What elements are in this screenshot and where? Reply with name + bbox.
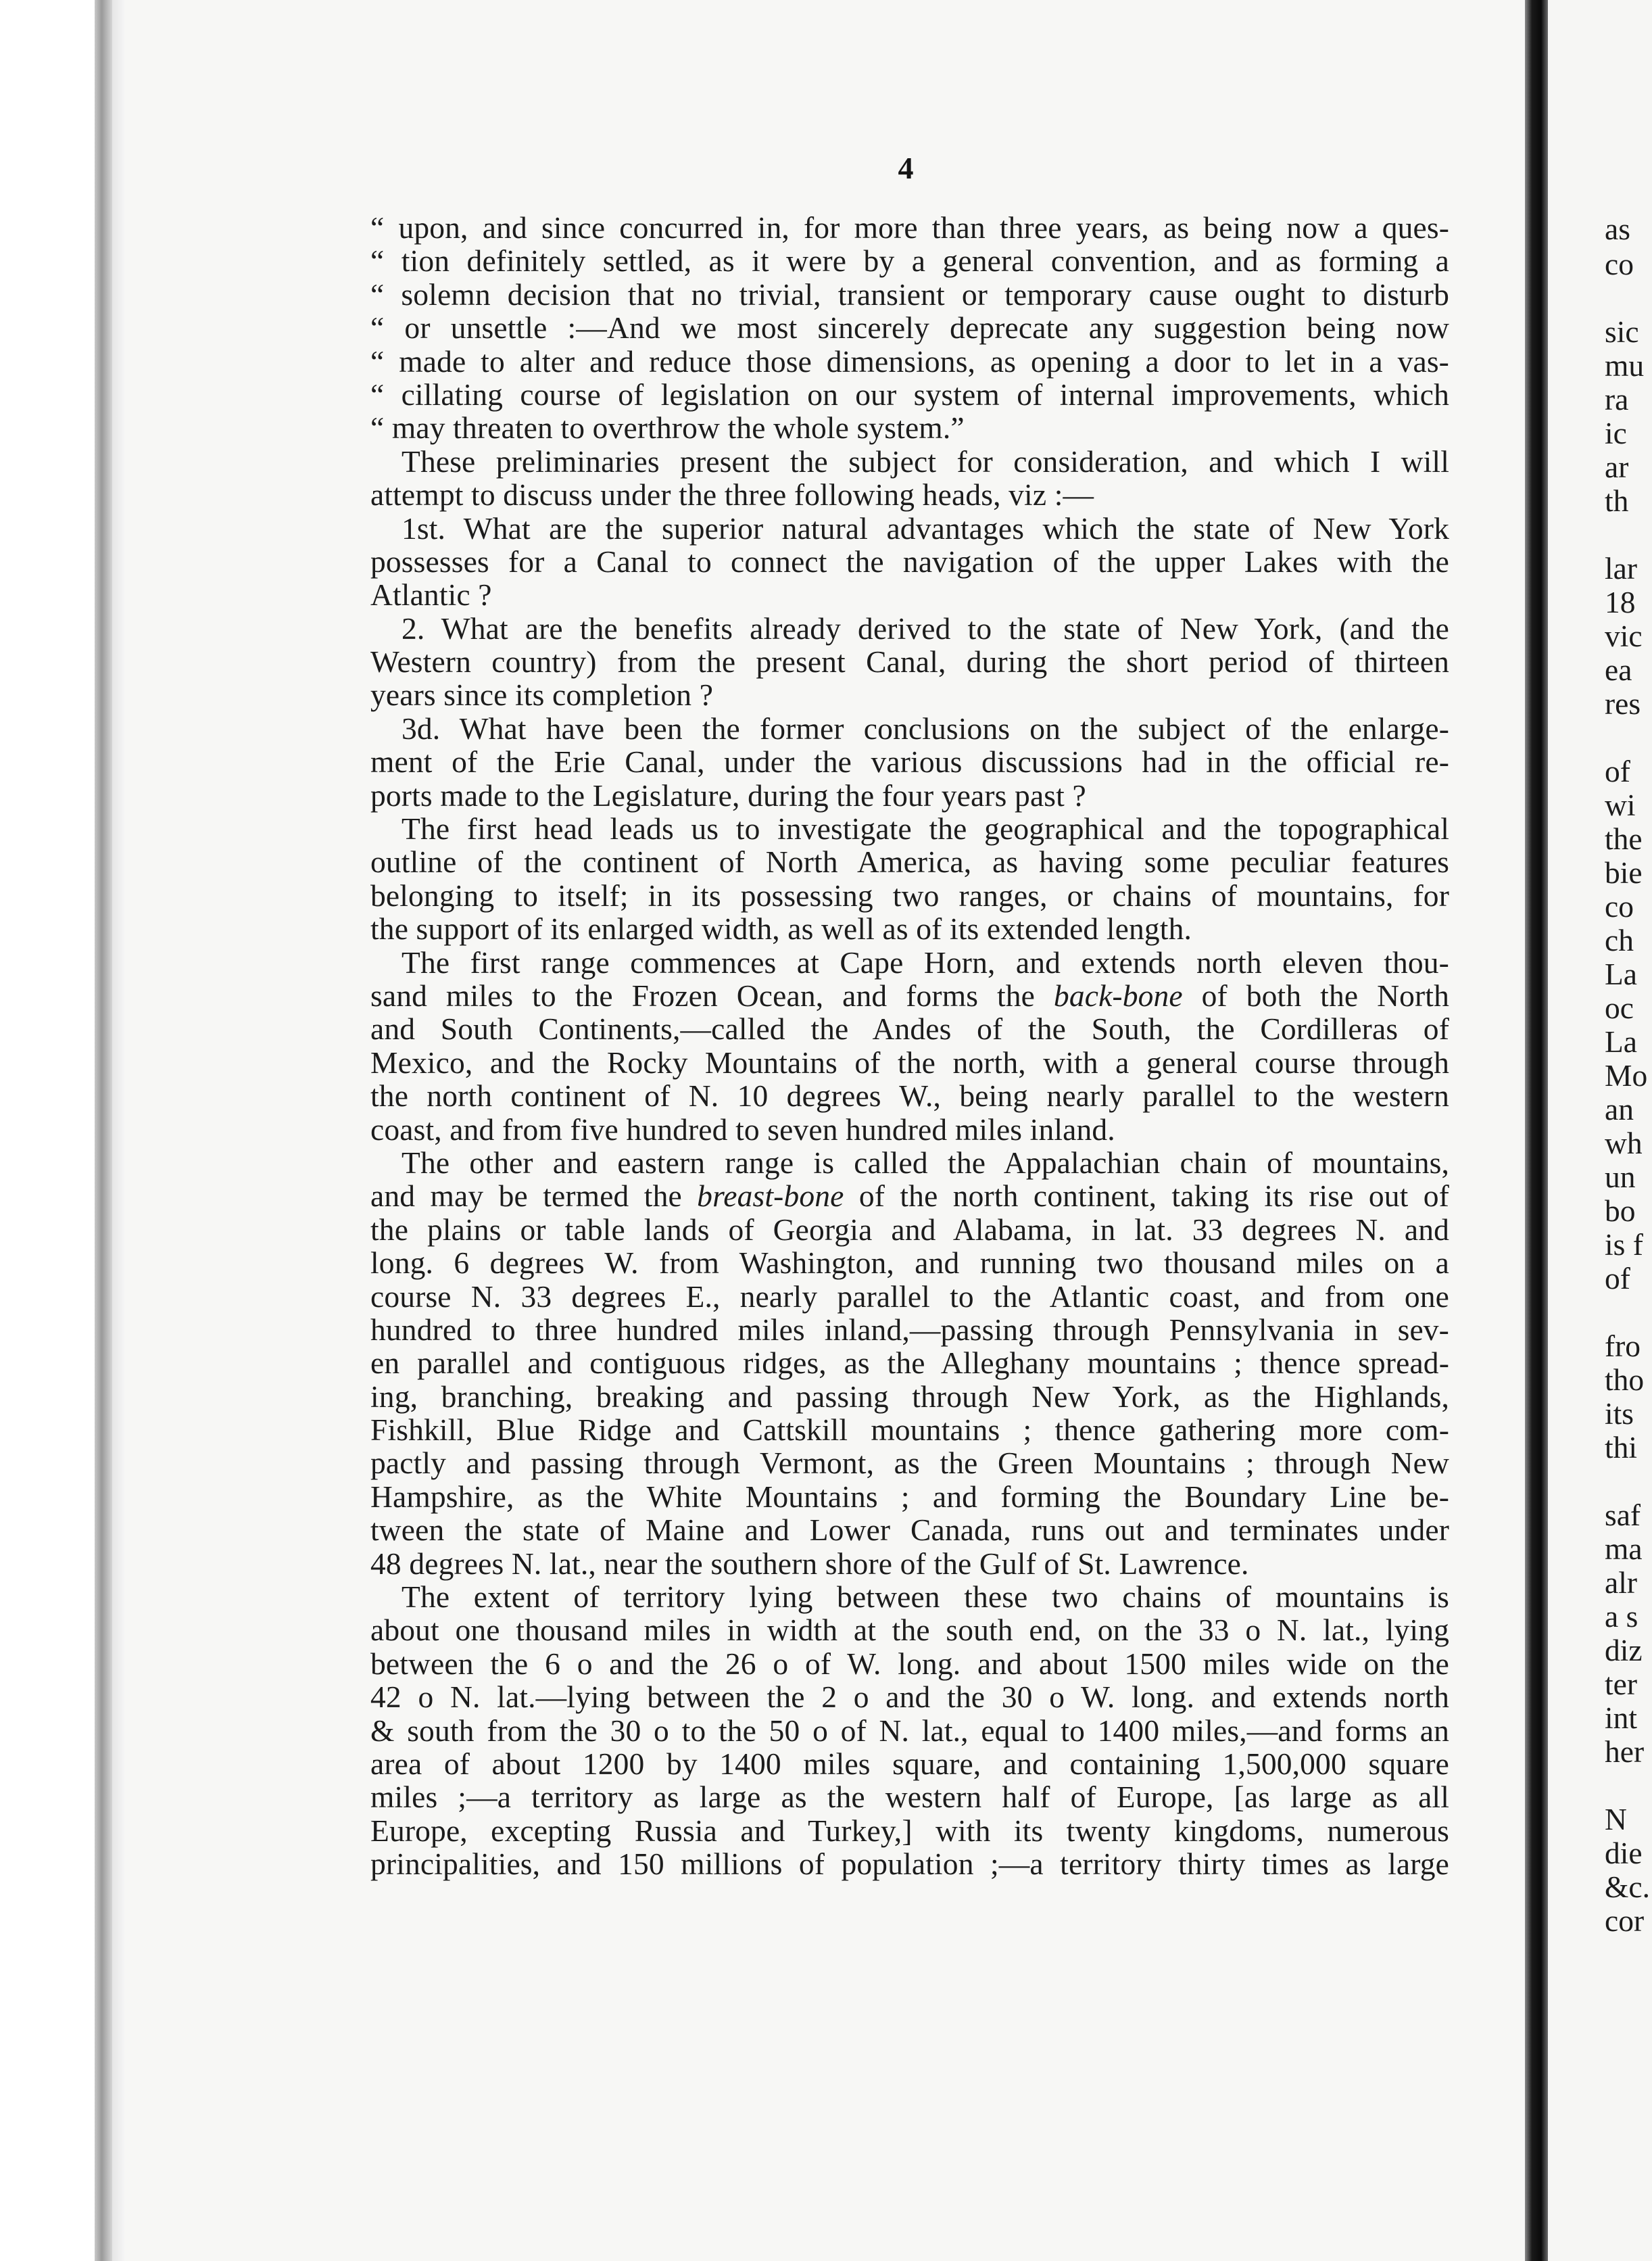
text-line: 48 degrees N. lat., near the southern shore of the Gulf of St. Lawrence. <box>370 1546 1249 1581</box>
fragment: die <box>1605 1836 1643 1870</box>
fragment: the <box>1605 822 1643 856</box>
fragment: mu <box>1605 348 1645 383</box>
text-line: 3d. What have been the former conclusions on the subject of the enlarge- <box>402 711 1449 746</box>
fragment: La <box>1605 957 1637 991</box>
fragment: her <box>1605 1734 1645 1769</box>
fragment: oc <box>1605 991 1634 1025</box>
page-edge-shadow <box>95 0 112 2261</box>
fragment: sic <box>1605 314 1639 349</box>
text-line: years since its completion ? <box>370 677 714 713</box>
text-line: long. 6 degrees W. from Washington, and running two thousand miles on a <box>370 1245 1449 1281</box>
fragment: bie <box>1605 855 1643 890</box>
fragment: its <box>1605 1396 1634 1431</box>
text-line: area of about 1200 by 1400 miles square, and containing 1,500,000 square <box>370 1746 1449 1781</box>
text-line: The extent of territory lying between these two chains of mountains is <box>402 1579 1449 1615</box>
fragment: vic <box>1605 619 1643 653</box>
fragment: of <box>1605 1261 1630 1295</box>
text-line: 42 o N. lat.—lying between the 2 o and the 30 o W. long. and extends north <box>370 1680 1449 1715</box>
text-line: The first head leads us to investigate the geographical and the topographical <box>402 811 1449 847</box>
fragment: ar <box>1605 450 1629 484</box>
text-line: 1st. What are the superior natural advantages which the state of New York <box>402 510 1449 546</box>
text-line: 2. What are the benefits already derived to the state of New York, (and the <box>402 611 1449 646</box>
fragment: fro <box>1605 1329 1641 1363</box>
fragment: alr <box>1605 1565 1637 1600</box>
fragment: tho <box>1605 1362 1645 1397</box>
text-line: belonging to itself; in its possessing two ranges, or chains of mountains, for <box>370 878 1449 913</box>
fragment: bo <box>1605 1193 1636 1228</box>
text-line: hundred to three hundred miles inland,—passing through Pennsylvania in sev- <box>370 1312 1449 1347</box>
fragment: ra <box>1605 382 1629 416</box>
fragment: ter <box>1605 1667 1637 1701</box>
fragment: wh <box>1605 1126 1643 1160</box>
text-line: the plains or table lands of Georgia and Alabama, in lat. 33 degrees N. and <box>370 1212 1449 1247</box>
text-line: These preliminaries present the subject for consideration, and which I will <box>402 444 1449 479</box>
fragment: Mo <box>1605 1058 1648 1093</box>
text-line: Atlantic ? <box>370 577 492 613</box>
text-line: Fishkill, Blue Ridge and Cattskill mountains ; thence gathering more com- <box>370 1412 1449 1448</box>
text-line: coast, and from five hundred to seven hundred miles inland. <box>370 1112 1115 1147</box>
text-line: and may be termed the breast-bone of the north continent, taking its rise out of <box>370 1179 1449 1214</box>
fragment: as <box>1605 212 1630 246</box>
fragment: ea <box>1605 652 1632 687</box>
text-line: pactly and passing through Vermont, as the Green Mountains ; through New <box>370 1446 1449 1481</box>
text-line: outline of the continent of North America, as having some peculiar features <box>370 844 1449 880</box>
text-line: tween the state of Maine and Lower Canada, runs out and terminates under <box>370 1513 1449 1548</box>
page-edge-highlight <box>112 0 124 2261</box>
fragment: co <box>1605 889 1634 924</box>
fragment: an <box>1605 1092 1634 1126</box>
fragment: co <box>1605 247 1634 281</box>
text-line: “ upon, and since concurred in, for more than three years, as being now a ques- <box>370 210 1449 245</box>
fragment: thi <box>1605 1430 1638 1465</box>
text-line: between the 6 o and the 26 o of W. long. and about 1500 miles wide on the <box>370 1646 1449 1681</box>
text-line: ment of the Erie Canal, under the various discussions had in the official re- <box>370 744 1449 780</box>
fragment: th <box>1605 483 1629 518</box>
fragment: ic <box>1605 416 1627 450</box>
text-line: and South Continents,—called the Andes of the South, the Cordilleras of <box>370 1012 1449 1047</box>
text-line: “ cillating course of legislation on our system of internal improvements, which <box>370 377 1449 412</box>
text-line: sand miles to the Frozen Ocean, and forms the back-bone of both the North <box>370 978 1449 1013</box>
text-line: ing, branching, breaking and passing through New York, as the Highlands, <box>370 1379 1449 1414</box>
fragment: ch <box>1605 923 1634 957</box>
text-line: the support of its enlarged width, as well as of its extended length. <box>370 911 1192 947</box>
text-line: & south from the 30 o to the 50 o of N. lat., equal to 1400 miles,—and forms an <box>370 1713 1449 1748</box>
fragment: ma <box>1605 1531 1643 1566</box>
text-line: The first range commences at Cape Horn, and extends north eleven thou- <box>402 945 1449 980</box>
fragment: N <box>1605 1802 1627 1836</box>
text-line: course N. 33 degrees E., nearly parallel to the Atlantic coast, and from one <box>370 1279 1449 1314</box>
text-line: Europe, excepting Russia and Turkey,] with its twenty kingdoms, numerous <box>370 1813 1449 1848</box>
text-line: Hampshire, as the White Mountains ; and forming the Boundary Line be- <box>370 1479 1449 1514</box>
fragment: La <box>1605 1024 1637 1059</box>
text-line: “ may threaten to overthrow the whole system.” <box>370 410 965 446</box>
body-text <box>370 211 1449 1881</box>
text-line: ports made to the Legislature, during the four years past ? <box>370 778 1086 813</box>
fragment: of <box>1605 754 1630 788</box>
fragment: un <box>1605 1160 1636 1194</box>
page-number: 4 <box>898 151 914 185</box>
text-line: The other and eastern range is called the Appalachian chain of mountains, <box>402 1145 1449 1180</box>
text-line: Western country) from the present Canal, during the short period of thirteen <box>370 644 1449 680</box>
left-margin <box>0 0 100 2261</box>
text-line: “ or unsettle :—And we most sincerely deprecate any suggestion being now <box>370 310 1449 346</box>
text-line: “ tion definitely settled, as it were by a general convention, and as forming a <box>370 243 1449 279</box>
fragment: res <box>1605 686 1641 721</box>
fragment: a s <box>1605 1599 1638 1634</box>
binding-gutter <box>1525 0 1548 2261</box>
fragment: saf <box>1605 1498 1641 1532</box>
text-line: possesses for a Canal to connect the navigation of the upper Lakes with the <box>370 544 1449 579</box>
fragment: wi <box>1605 788 1636 822</box>
text-line: miles ;—a territory as large as the western half of Europe, [as large as all <box>370 1780 1449 1815</box>
fragment: cor <box>1605 1903 1645 1938</box>
text-line: about one thousand miles in width at the south end, on the 33 o N. lat., lying <box>370 1613 1449 1648</box>
fragment: is f <box>1605 1227 1643 1262</box>
fragment: lar <box>1605 551 1637 586</box>
text-line: principalities, and 150 millions of population ;—a territory thirty times as large <box>370 1847 1449 1882</box>
text-line: attempt to discuss under the three following heads, viz :— <box>370 477 1094 513</box>
fragment: 18 <box>1605 585 1636 619</box>
fragment: int <box>1605 1700 1638 1735</box>
text-line: “ solemn decision that no trivial, transient or temporary cause ought to disturb <box>370 277 1449 312</box>
text-line: en parallel and contiguous ridges, as the Alleghany mountains ; thence spread- <box>370 1346 1449 1381</box>
fragment: &c. <box>1605 1870 1650 1904</box>
text-line: “ made to alter and reduce those dimensions, as opening a door to let in a vas- <box>370 343 1449 379</box>
text-line: Mexico, and the Rocky Mountains of the north, with a general course through <box>370 1045 1449 1080</box>
text-line: the north continent of N. 10 degrees W., being nearly parallel to the western <box>370 1078 1449 1114</box>
fragment: diz <box>1605 1633 1643 1667</box>
